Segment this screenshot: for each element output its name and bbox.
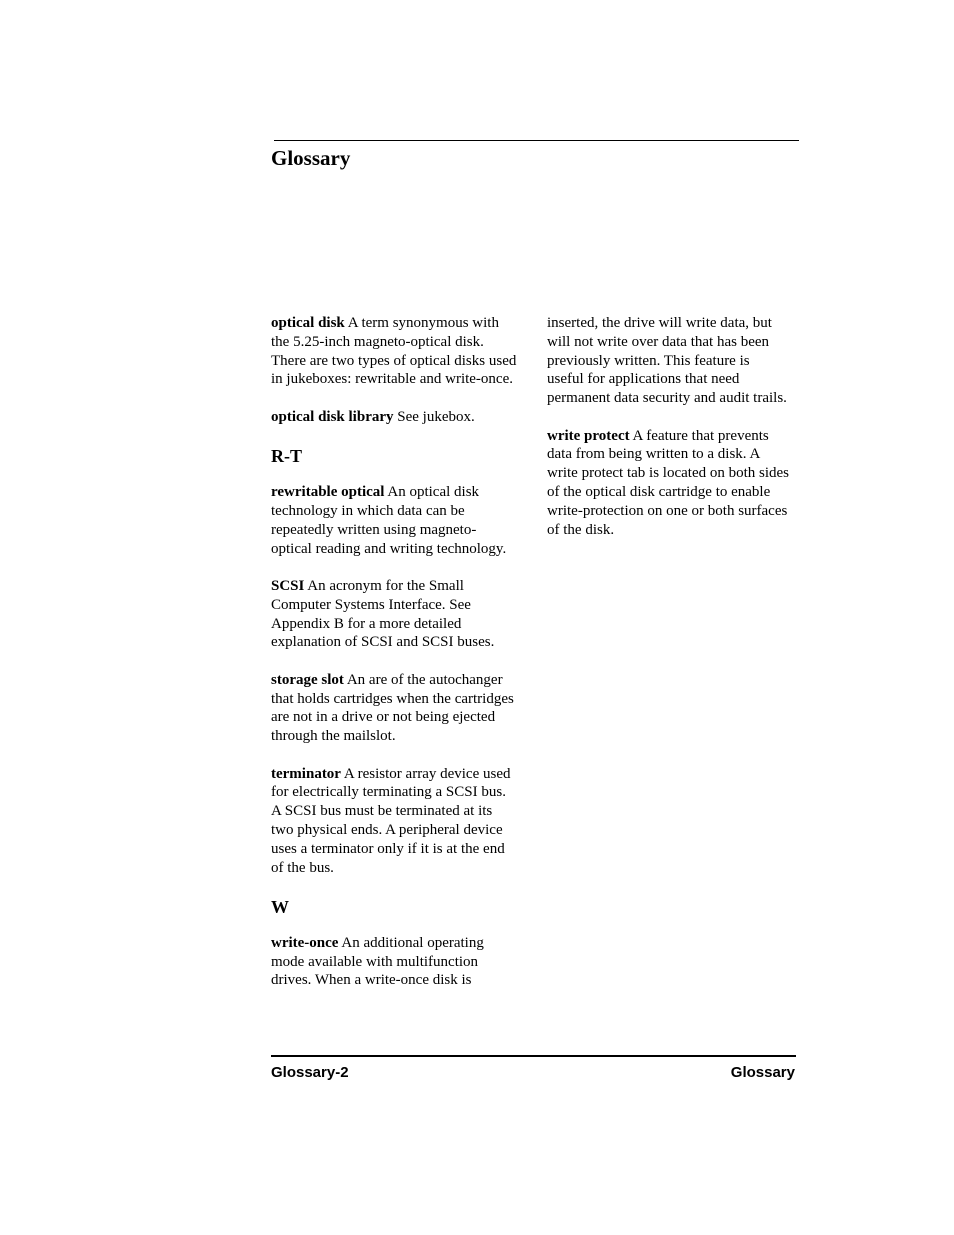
glossary-definition: An are of the autochanger that holds cartridges when the cartridges are not in a drive or not being ejected through the mailslot. [271,671,514,745]
page-title: Glossary [271,146,351,170]
glossary-entry-write-once [271,934,527,990]
glossary-definition: See jukebox. [393,408,475,425]
glossary-term: SCSI [271,577,305,594]
section-heading-r-t: R-T [271,446,302,467]
glossary-entry-write-protect [547,427,803,540]
header-rule [274,140,799,141]
glossary-definition: A feature that prevents data from being written to a disk. A write protect tab is located on both sides of the optical disk cartridge to enable write-protection on one or both surfaces of the disk. [547,427,790,538]
glossary-entry-storage-slot [271,671,527,746]
glossary-entry-optical-disk [271,314,527,389]
glossary-definition: An additional operating mode available with multifunction drives. When a write-once disk is [271,934,484,989]
right-column [547,314,803,558]
glossary-term: write-once [271,934,339,951]
section-heading-w: W [271,896,289,917]
glossary-definition: An acronym for the Small Computer Systems Interface. See Appendix B for a more detailed explanation of SCSI and SCSI buses. [271,577,495,651]
glossary-entry-scsi [271,577,527,652]
footer-section-title: Glossary [730,1064,795,1081]
glossary-entry-write-once-continued: inserted, the drive will write data, but will not write over data that has been previously written. This feature is useful for applications that need permanent data security and audit trails. [547,315,787,407]
glossary-term: optical disk [271,315,345,331]
glossary-entry-terminator [271,765,527,878]
glossary-definition: A resistor array device used for electrically terminating a SCSI bus. A SCSI bus must be terminated at its two physical ends. A peripheral device uses a terminator only if it is at the end of the bus. [271,765,511,876]
footer-rule [271,1055,796,1057]
glossary-term: terminator [271,765,341,782]
glossary-definition: A term synonymous with the 5.25-inch magneto-optical disk. There are two types of optical disks used in jukeboxes: rewritable and write-once. [271,315,517,388]
glossary-entry-rewritable-optical [271,483,527,558]
glossary-entry-optical-disk-library [271,408,527,427]
glossary-term: storage slot [271,671,344,688]
glossary-definition: An optical disk technology in which data can be repeatedly written using magneto- optical reading and writing technology. [271,484,507,557]
glossary-term: optical disk library [271,408,394,425]
left-column [271,314,527,1009]
glossary-term: write protect [547,427,630,444]
glossary-term: rewritable optical [271,484,385,501]
footer-page-number: Glossary-2 [271,1064,349,1081]
